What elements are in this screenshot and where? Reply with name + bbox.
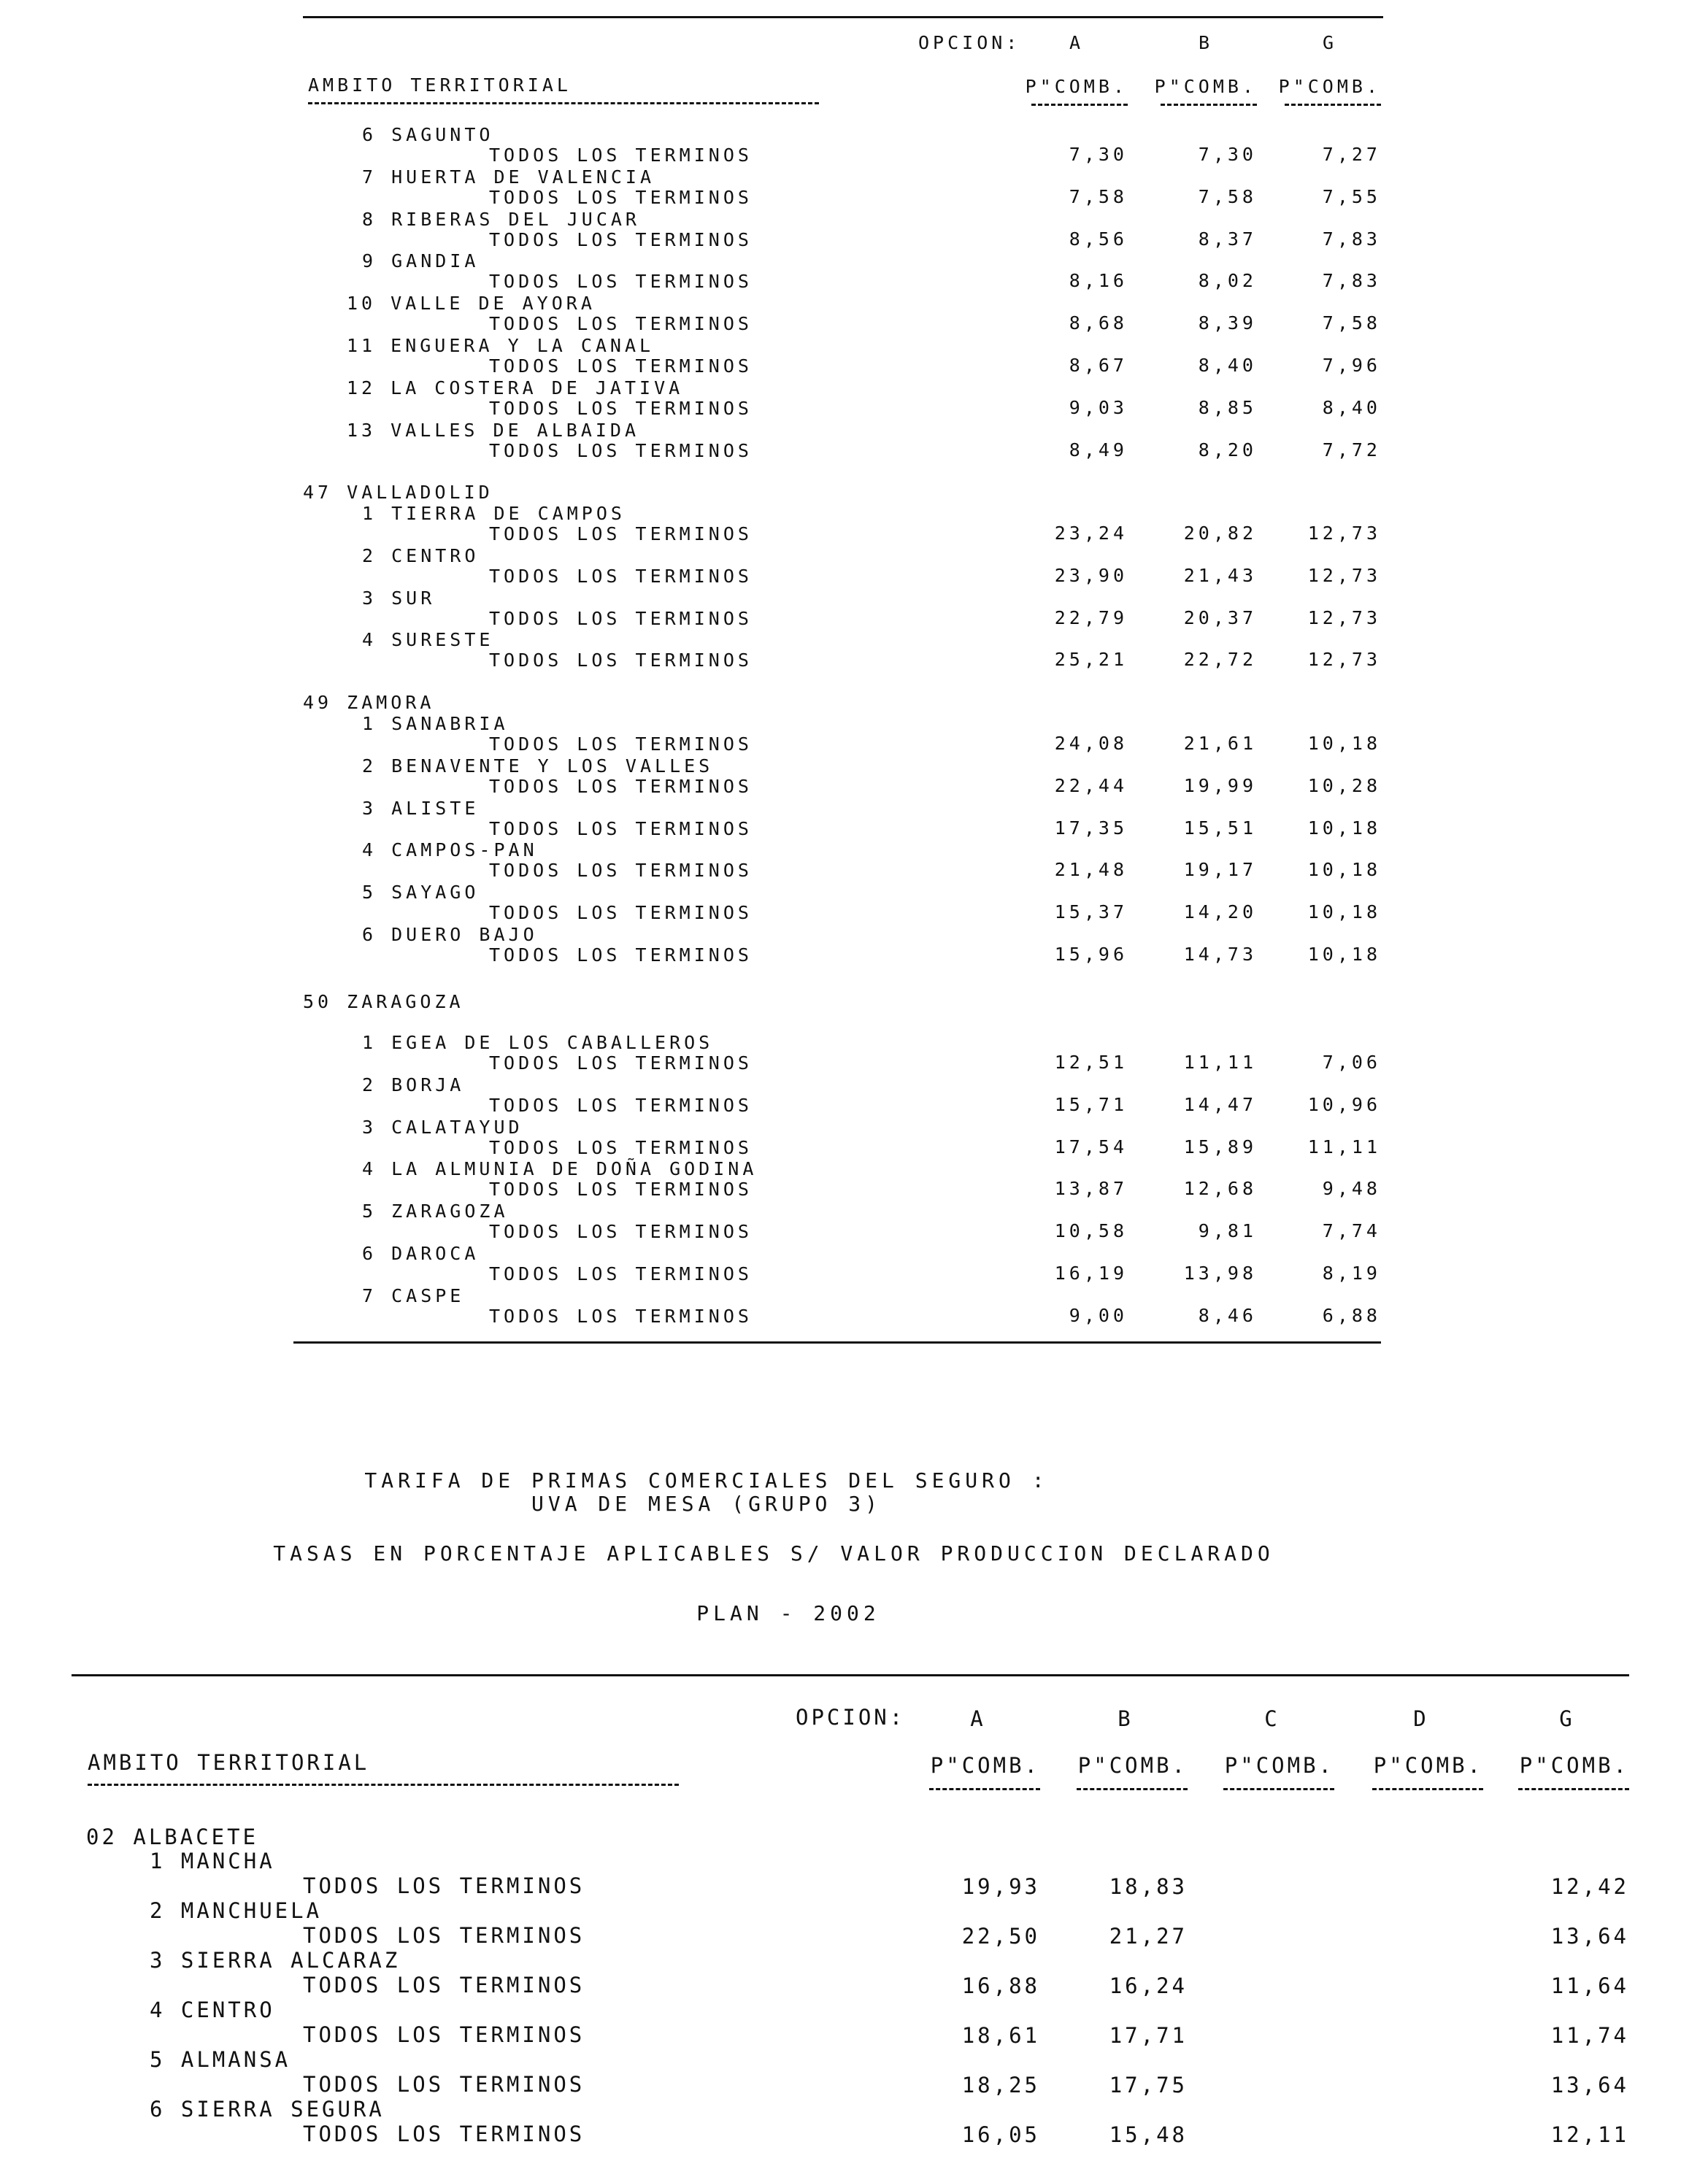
value-cell: 20,82	[1183, 523, 1257, 544]
value-cell: 11,11	[1307, 1136, 1381, 1157]
column-underline	[1223, 1788, 1334, 1790]
column-underline	[1518, 1788, 1629, 1790]
value-cell: 7,83	[1322, 270, 1381, 292]
value-cell: 23,24	[1054, 523, 1128, 544]
term-label: TODOS LOS TERMINOS	[489, 817, 753, 839]
table-top-rule	[72, 1674, 1629, 1676]
value-cell: 18,83	[1109, 1874, 1188, 1899]
option-header: B	[1117, 1706, 1134, 1731]
value-cell: 10,18	[1307, 901, 1381, 923]
column-header: P"COMB.	[1278, 76, 1381, 97]
term-label: TODOS LOS TERMINOS	[489, 271, 753, 293]
value-cell: 7,96	[1322, 355, 1381, 376]
term-label: TODOS LOS TERMINOS	[489, 1179, 753, 1201]
value-cell: 21,61	[1183, 733, 1257, 754]
value-cell: 7,72	[1322, 439, 1381, 461]
zone-name: 13 VALLES DE ALBAIDA	[347, 419, 640, 441]
zone-name: 6 SIERRA SEGURA	[150, 2097, 385, 2122]
ambito-underline	[88, 1784, 679, 1786]
zone-name: 3 SIERRA ALCARAZ	[150, 1948, 401, 1973]
title-line-4: PLAN - 2002	[696, 1601, 880, 1625]
term-label: TODOS LOS TERMINOS	[489, 902, 753, 924]
term-label: TODOS LOS TERMINOS	[489, 1221, 753, 1243]
column-underline	[929, 1788, 1040, 1790]
value-cell: 17,35	[1054, 817, 1128, 839]
title-line-2: UVA DE MESA (GRUPO 3)	[531, 1492, 882, 1516]
value-cell: 23,90	[1054, 564, 1128, 586]
zone-name: 7 HUERTA DE VALENCIA	[362, 166, 655, 188]
value-cell: 8,37	[1198, 228, 1257, 250]
term-label: TODOS LOS TERMINOS	[489, 607, 753, 629]
value-cell: 15,96	[1054, 944, 1128, 965]
zone-name: 1 TIERRA DE CAMPOS	[362, 503, 626, 524]
value-cell: 8,40	[1198, 355, 1257, 376]
term-label: TODOS LOS TERMINOS	[303, 1973, 585, 1997]
value-cell: 15,51	[1183, 817, 1257, 839]
term-label: TODOS LOS TERMINOS	[303, 1923, 585, 1948]
ambito-label: AMBITO TERRITORIAL	[88, 1750, 370, 1775]
column-header: P"COMB.	[1077, 1753, 1188, 1778]
term-label: TODOS LOS TERMINOS	[489, 355, 753, 377]
term-label: TODOS LOS TERMINOS	[489, 733, 753, 755]
column-underline	[1077, 1788, 1188, 1790]
column-underline	[1372, 1788, 1483, 1790]
zone-name: 9 GANDIA	[362, 250, 480, 272]
value-cell: 10,18	[1307, 859, 1381, 881]
province-name: 47 VALLADOLID	[303, 482, 493, 503]
zone-name: 7 CASPE	[362, 1284, 465, 1306]
value-cell: 7,58	[1069, 185, 1128, 207]
value-cell: 18,25	[961, 2073, 1040, 2097]
value-cell: 19,93	[961, 1874, 1040, 1899]
title-line-3: TASAS EN PORCENTAJE APLICABLES S/ VALOR PRODUCCION DECLARADO	[273, 1541, 1274, 1565]
column-underline	[1161, 104, 1257, 106]
province-name: 50 ZARAGOZA	[303, 991, 464, 1012]
value-cell: 16,19	[1054, 1263, 1128, 1284]
zone-name: 6 DAROCA	[362, 1243, 480, 1264]
column-header: P"COMB.	[1025, 76, 1128, 97]
value-cell: 16,24	[1109, 1973, 1188, 1998]
value-cell: 14,73	[1183, 944, 1257, 965]
value-cell: 12,73	[1307, 606, 1381, 628]
value-cell: 13,64	[1550, 2073, 1629, 2097]
term-label: TODOS LOS TERMINOS	[489, 1263, 753, 1284]
term-label: TODOS LOS TERMINOS	[489, 1052, 753, 1074]
column-header: P"COMB.	[1224, 1753, 1334, 1778]
value-cell: 10,18	[1307, 733, 1381, 754]
zone-name: 4 SURESTE	[362, 629, 494, 651]
value-cell: 8,19	[1322, 1263, 1381, 1284]
value-cell: 12,73	[1307, 564, 1381, 586]
value-cell: 10,18	[1307, 944, 1381, 965]
value-cell: 15,37	[1054, 901, 1128, 923]
table-top-rule	[303, 16, 1383, 18]
option-label: OPCION:	[796, 1705, 906, 1730]
term-label: TODOS LOS TERMINOS	[489, 1305, 753, 1327]
option-header: G	[1322, 32, 1338, 53]
province-name: 49 ZAMORA	[303, 692, 435, 713]
value-cell: 15,71	[1054, 1093, 1128, 1115]
value-cell: 7,30	[1069, 144, 1128, 165]
zone-name: 4 CAMPOS-PAN	[362, 839, 538, 861]
zone-name: 3 ALISTE	[362, 797, 480, 819]
title-line-1: TARIFA DE PRIMAS COMERCIALES DEL SEGURO :	[364, 1468, 1049, 1492]
value-cell: 21,27	[1109, 1924, 1188, 1949]
value-cell: 14,20	[1183, 901, 1257, 923]
value-cell: 21,48	[1054, 859, 1128, 881]
term-label: TODOS LOS TERMINOS	[489, 228, 753, 250]
ambito-label: AMBITO TERRITORIAL	[308, 74, 572, 96]
value-cell: 7,58	[1198, 185, 1257, 207]
zone-name: 4 CENTRO	[150, 1997, 275, 2022]
province-name: 02 ALBACETE	[86, 1825, 259, 1849]
term-label: TODOS LOS TERMINOS	[489, 313, 753, 335]
term-label: TODOS LOS TERMINOS	[489, 860, 753, 882]
value-cell: 12,68	[1183, 1178, 1257, 1200]
value-cell: 15,48	[1109, 2122, 1188, 2147]
value-cell: 11,74	[1550, 2023, 1629, 2048]
zone-name: 5 SAYAGO	[362, 882, 480, 904]
term-label: TODOS LOS TERMINOS	[489, 439, 753, 461]
zone-name: 2 BENAVENTE Y LOS VALLES	[362, 755, 714, 777]
value-cell: 8,02	[1198, 270, 1257, 292]
value-cell: 9,00	[1069, 1304, 1128, 1326]
value-cell: 6,88	[1322, 1304, 1381, 1326]
value-cell: 12,51	[1054, 1052, 1128, 1073]
value-cell: 18,61	[961, 2023, 1040, 2048]
zone-name: 6 SAGUNTO	[362, 124, 494, 145]
value-cell: 13,98	[1183, 1263, 1257, 1284]
column-underline	[1285, 104, 1381, 106]
value-cell: 7,06	[1322, 1052, 1381, 1073]
value-cell: 8,39	[1198, 312, 1257, 334]
value-cell: 9,48	[1322, 1178, 1381, 1200]
term-label: TODOS LOS TERMINOS	[303, 1873, 585, 1898]
value-cell: 24,08	[1054, 733, 1128, 754]
option-header: A	[970, 1706, 986, 1731]
value-cell: 8,85	[1198, 396, 1257, 418]
zone-name: 8 RIBERAS DEL JUCAR	[362, 208, 640, 230]
column-header: P"COMB.	[1154, 76, 1257, 97]
zone-name: 1 MANCHA	[150, 1849, 275, 1873]
value-cell: 12,42	[1550, 1874, 1629, 1899]
value-cell: 8,49	[1069, 439, 1128, 461]
option-header: A	[1069, 32, 1085, 53]
zone-name: 4 LA ALMUNIA DE DOÑA GODINA	[362, 1158, 758, 1180]
value-cell: 7,55	[1322, 185, 1381, 207]
term-label: TODOS LOS TERMINOS	[489, 944, 753, 966]
value-cell: 10,18	[1307, 817, 1381, 839]
term-label: TODOS LOS TERMINOS	[303, 2072, 585, 2097]
value-cell: 9,03	[1069, 396, 1128, 418]
value-cell: 19,99	[1183, 774, 1257, 796]
value-cell: 15,89	[1183, 1136, 1257, 1157]
term-label: TODOS LOS TERMINOS	[489, 565, 753, 587]
option-label: OPCION:	[918, 32, 1021, 53]
term-label: TODOS LOS TERMINOS	[489, 1136, 753, 1158]
value-cell: 8,68	[1069, 312, 1128, 334]
value-cell: 25,21	[1054, 649, 1128, 671]
term-label: TODOS LOS TERMINOS	[489, 650, 753, 671]
value-cell: 7,27	[1322, 144, 1381, 165]
zone-name: 12 LA COSTERA DE JATIVA	[347, 377, 684, 398]
zone-name: 10 VALLE DE AYORA	[347, 293, 596, 315]
column-header: P"COMB.	[930, 1753, 1040, 1778]
term-label: TODOS LOS TERMINOS	[489, 775, 753, 797]
zone-name: 1 SANABRIA	[362, 713, 509, 734]
column-header: P"COMB.	[1519, 1753, 1629, 1778]
value-cell: 8,67	[1069, 355, 1128, 376]
value-cell: 19,17	[1183, 859, 1257, 881]
value-cell: 13,87	[1054, 1178, 1128, 1200]
value-cell: 11,64	[1550, 1973, 1629, 1998]
term-label: TODOS LOS TERMINOS	[489, 1094, 753, 1116]
value-cell: 17,71	[1109, 2023, 1188, 2048]
value-cell: 8,46	[1198, 1304, 1257, 1326]
zone-name: 5 ALMANSA	[150, 2047, 291, 2072]
zone-name: 2 CENTRO	[362, 544, 480, 566]
value-cell: 22,44	[1054, 774, 1128, 796]
value-cell: 10,96	[1307, 1093, 1381, 1115]
value-cell: 12,11	[1550, 2122, 1629, 2147]
value-cell: 7,74	[1322, 1220, 1381, 1242]
term-label: TODOS LOS TERMINOS	[489, 397, 753, 419]
column-header: P"COMB.	[1373, 1753, 1483, 1778]
value-cell: 10,28	[1307, 774, 1381, 796]
value-cell: 9,81	[1198, 1220, 1257, 1242]
value-cell: 13,64	[1550, 1924, 1629, 1949]
value-cell: 20,37	[1183, 606, 1257, 628]
zone-name: 11 ENGUERA Y LA CANAL	[347, 335, 655, 356]
zone-name: 2 MANCHUELA	[150, 1898, 323, 1923]
value-cell: 14,47	[1183, 1093, 1257, 1115]
value-cell: 16,88	[961, 1973, 1040, 1998]
term-label: TODOS LOS TERMINOS	[303, 2122, 585, 2146]
value-cell: 11,11	[1183, 1052, 1257, 1073]
table-bottom-rule	[293, 1341, 1381, 1344]
term-label: TODOS LOS TERMINOS	[489, 186, 753, 208]
value-cell: 8,20	[1198, 439, 1257, 461]
value-cell: 16,05	[961, 2122, 1040, 2147]
value-cell: 8,16	[1069, 270, 1128, 292]
term-label: TODOS LOS TERMINOS	[489, 145, 753, 166]
zone-name: 2 BORJA	[362, 1074, 465, 1095]
value-cell: 12,73	[1307, 649, 1381, 671]
column-underline	[1031, 104, 1128, 106]
zone-name: 1 EGEA DE LOS CABALLEROS	[362, 1032, 714, 1053]
value-cell: 7,83	[1322, 228, 1381, 250]
zone-name: 3 CALATAYUD	[362, 1116, 523, 1138]
value-cell: 22,72	[1183, 649, 1257, 671]
option-header: B	[1198, 32, 1214, 53]
zone-name: 6 DUERO BAJO	[362, 924, 538, 945]
value-cell: 10,58	[1054, 1220, 1128, 1242]
value-cell: 22,79	[1054, 606, 1128, 628]
option-header: D	[1413, 1706, 1429, 1731]
value-cell: 12,73	[1307, 523, 1381, 544]
value-cell: 17,75	[1109, 2073, 1188, 2097]
value-cell: 8,40	[1322, 396, 1381, 418]
zone-name: 5 ZARAGOZA	[362, 1201, 509, 1222]
option-header: C	[1264, 1706, 1280, 1731]
term-label: TODOS LOS TERMINOS	[303, 2022, 585, 2047]
ambito-underline	[308, 102, 819, 104]
value-cell: 7,30	[1198, 144, 1257, 165]
term-label: TODOS LOS TERMINOS	[489, 523, 753, 544]
option-header: G	[1559, 1706, 1575, 1731]
value-cell: 21,43	[1183, 564, 1257, 586]
zone-name: 3 SUR	[362, 587, 436, 609]
value-cell: 17,54	[1054, 1136, 1128, 1157]
value-cell: 8,56	[1069, 228, 1128, 250]
value-cell: 22,50	[961, 1924, 1040, 1949]
value-cell: 7,58	[1322, 312, 1381, 334]
